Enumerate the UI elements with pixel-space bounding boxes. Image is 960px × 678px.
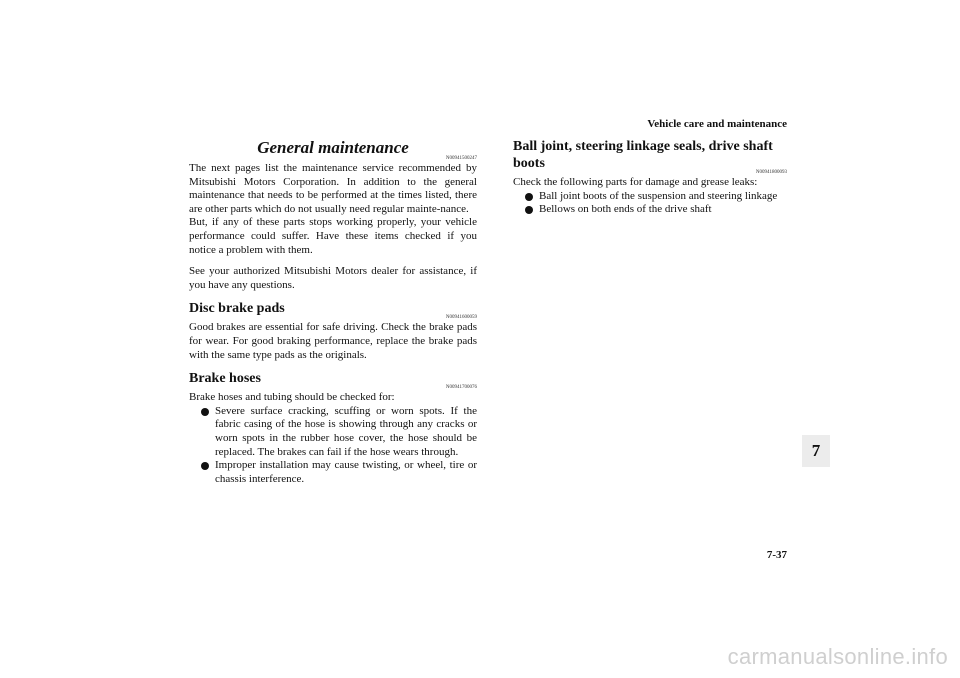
page-number: 7-37	[766, 549, 787, 561]
ball-joint-title: Ball joint, steering linkage seals, drive shaft boots	[513, 139, 773, 171]
list-item	[189, 459, 477, 486]
general-maintenance-code: N00941500247	[445, 156, 477, 161]
list-item-text: Bellows on both ends of the drive shaft	[539, 203, 712, 216]
general-paragraph-2: But, if any of these parts stops working properly, your vehicle performance could suffer. Have these items checked if you notice a problem with them.	[189, 216, 477, 256]
disc-brake-pads-code: N00941600059	[445, 315, 477, 321]
list-item	[189, 405, 477, 459]
general-maintenance-title: General maintenance	[257, 138, 409, 157]
list-item-text: Ball joint boots of the suspension and steering linkage	[539, 189, 778, 202]
watermark: carmanualsonline.info	[727, 644, 948, 669]
list-item	[513, 190, 787, 204]
right-column	[513, 138, 787, 217]
running-header: Vehicle care and maintenance	[647, 118, 787, 130]
list-item	[513, 203, 787, 217]
brake-hoses-title: Brake hoses	[189, 371, 261, 387]
bullet-icon	[525, 206, 533, 214]
brake-hoses-intro: Brake hoses and tubing should be checked for:	[189, 391, 395, 404]
bullet-icon	[201, 462, 209, 470]
general-paragraph-1: The next pages list the maintenance service recommended by Mitsubishi Motors Corporation. In addition to the general maintenance that needs to be performed at the times listed, there are other parts which do not usually need regular mainte-nance.	[189, 162, 477, 215]
chapter-tab: 7	[802, 435, 830, 467]
brake-hoses-code: N00941700076	[445, 385, 477, 391]
disc-brake-pads-paragraph: Good brakes are essential for safe driving. Check the brake pads for wear. For good braking performance, replace the brake pads with the same type pads as the originals.	[189, 321, 477, 361]
general-paragraph-3: See your authorized Mitsubishi Motors dealer for assistance, if you have any questions.	[189, 265, 477, 291]
ball-joint-code: N00941800093	[755, 170, 787, 175]
left-column	[189, 138, 477, 486]
list-item-text: Severe surface cracking, scuffing or worn spots. If the fabric casing of the hose is showing through any cracks or worn spots in the rubber hose cover, the hose should be replaced. The brakes can fail if the hose wears through.	[215, 404, 477, 458]
bullet-icon	[525, 193, 533, 201]
list-item-text: Improper installation may cause twisting, or wheel, tire or chassis interference.	[215, 459, 477, 485]
bullet-icon	[201, 408, 209, 416]
ball-joint-intro: Check the following parts for damage and grease leaks:	[513, 176, 758, 188]
disc-brake-pads-title: Disc brake pads	[189, 301, 285, 317]
